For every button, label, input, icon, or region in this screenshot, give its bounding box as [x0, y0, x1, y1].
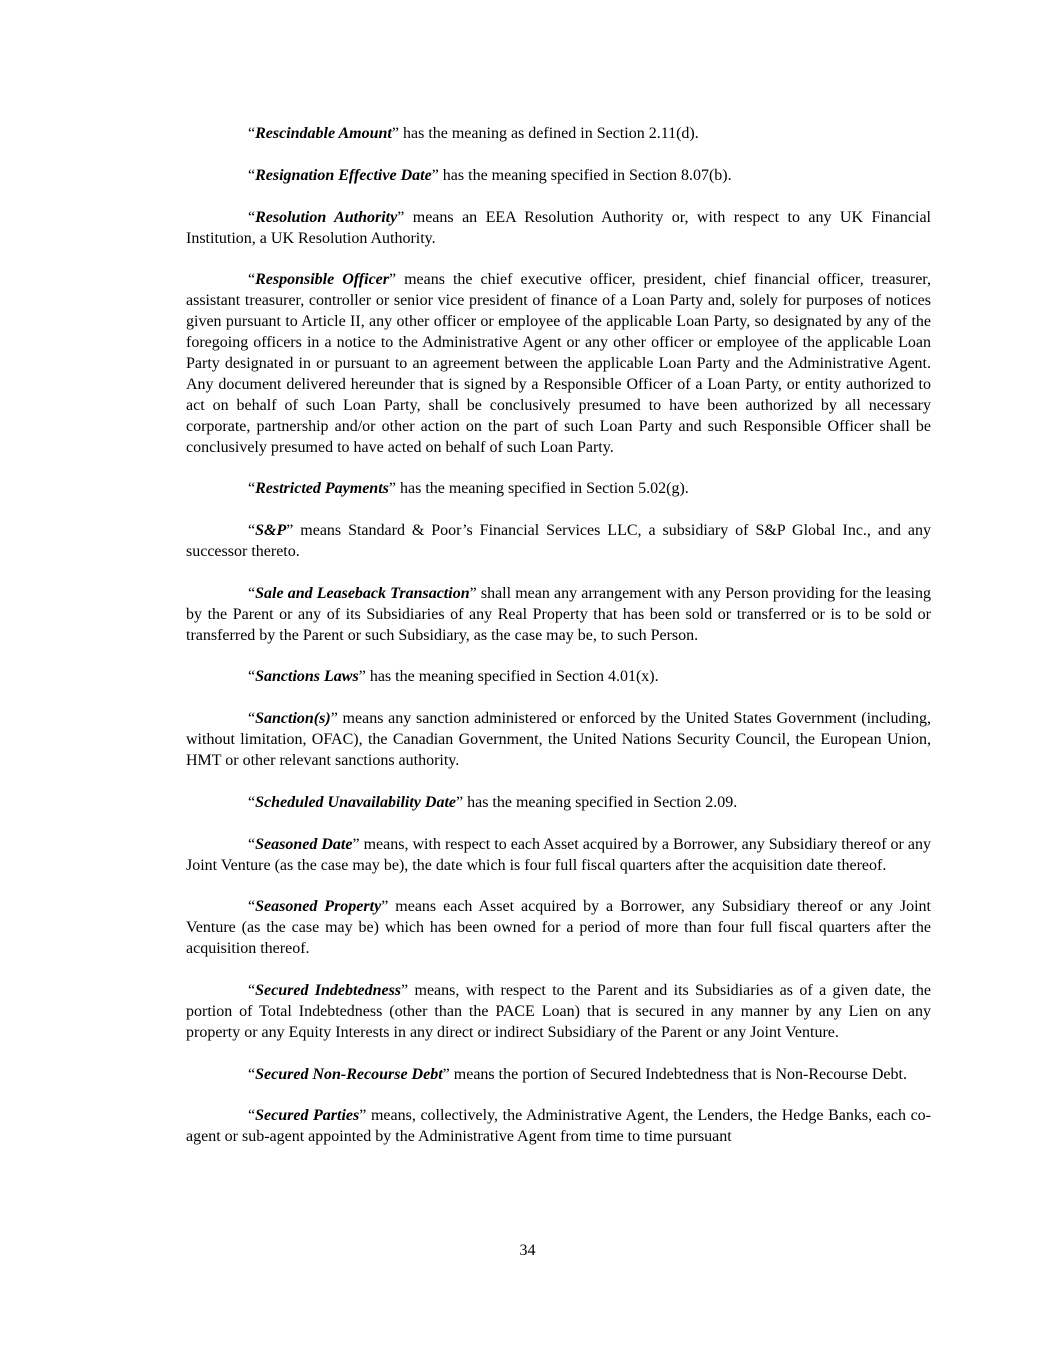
definition-paragraph: “Seasoned Date” means, with respect to each Asset acquired by a Borrower, any Subsidiary thereof or any Joint Venture (as the case may be), the date which is four full fiscal quarters after the acquisition date thereof. — [186, 835, 932, 874]
definition-text: means, with respect to the Parent and its Subsidiaries as of a given date, the portion of Total Indebtedness (other than the PACE Loan) that is secured in any manner by any Lien on any property or any Equity Interests in any direct or indirect Subsidiary of the Parent or any Joint Venture. — [186, 981, 931, 1041]
definition-text: has the meaning specified in Section 4.01(x). — [365, 668, 659, 686]
defined-term: Resignation Effective Date — [255, 166, 432, 184]
defined-term: Seasoned Property — [255, 898, 382, 916]
defined-term: S&P — [255, 522, 287, 540]
defined-term: Rescindable Amount — [255, 125, 392, 142]
definition-text: has the meaning specified in Section 5.02(g). — [395, 480, 689, 498]
document-page — [186, 124, 931, 1169]
definition-text: has the meaning as defined in Section 2.11(d). — [398, 125, 699, 142]
definition-text: shall mean any arrangement with any Person providing for the leasing by the Parent or any of its Subsidiaries of any Real Property that has been sold or transferred or is to be sold or transferred by the Parent or such Subsidiary, as the case may be, to such Person. — [186, 584, 932, 644]
definition-paragraph: “Secured Indebtedness” means, with respect to the Parent and its Subsidiaries as of a given date, the portion of Total Indebtedness (other than the PACE Loan) that is secured in any manner by any Lien on any property or any Equity Interests in any direct or indirect Subsidiary of the Parent or any Joint Venture. — [186, 981, 931, 1041]
definition-text: means any sanction administered or enforced by the United States Government (including, without limitation, OFAC), the Canadian Government, the United Nations Security Council, the European Union, HMT or other relevant sanctions authority. — [186, 710, 931, 770]
definition-paragraph: “Resignation Effective Date” has the meaning specified in Section 8.07(b). — [248, 166, 732, 184]
definition-paragraph: “Scheduled Unavailability Date” has the meaning specified in Section 2.09. — [248, 793, 738, 811]
definition-paragraph: “Secured Non-Recourse Debt” means the portion of Secured Indebtedness that is Non-Recourse Debt. — [248, 1065, 907, 1083]
definition-paragraph: “Secured Parties” means, collectively, the Administrative Agent, the Lenders, the Hedge Banks, each co-agent or sub-agent appointed by the Administrative Agent from time to time pursuant — [186, 1107, 932, 1146]
defined-term: Scheduled Unavailability Date — [255, 793, 456, 811]
definition-text: means, collectively, the Administrative Agent, the Lenders, the Hedge Banks, each co-agent or sub-agent appointed by the Administrative Agent from time to time pursuant — [186, 1107, 932, 1146]
definition-paragraph: “Resolution Authority” means an EEA Resolution Authority or, with respect to any UK Financial Institution, a UK Resolution Authority. — [186, 208, 932, 247]
definition-text: means, with respect to each Asset acquired by a Borrower, any Subsidiary thereof or any Joint Venture (as the case may be), the date which is four full fiscal quarters after the acquisition date thereof. — [186, 835, 932, 874]
defined-term: Seasoned Date — [255, 835, 353, 853]
defined-term: Secured Indebtedness — [255, 981, 402, 999]
page-number: 34 — [519, 1242, 536, 1259]
definition-paragraph: “Sanctions Laws” has the meaning specified in Section 4.01(x). — [248, 668, 659, 686]
definition-text: means the chief executive officer, president, chief financial officer, treasurer, assistant treasurer, controller or senior vice president of finance of a Loan Party and, solely for purposes of notices given pursuant to Article II, any other officer or employee of the applicable Loan Party, so designated by any of the foregoing officers in a notice to the Administrative Agent or any other officer or employee of the applicable Loan Party designated in or pursuant to an agreement between the applicable Loan Party and the Administrative Agent. Any document delivered hereunder that is signed by a Responsible Officer of a Loan Party, or entity authorized to act on behalf of such Loan Party, shall be conclusively presumed to have been authorized by all necessary corporate, partnership and/or other action on the part of such Loan Party and such Responsible Officer shall be conclusively presumed to have acted on behalf of such Loan Party. — [186, 271, 931, 456]
definition-text: means an EEA Resolution Authority or, with respect to any UK Financial Institution, a UK Resolution Authority. — [186, 208, 932, 247]
definition-paragraph: “Rescindable Amount” has the meaning as defined in Section 2.11(d). — [248, 125, 699, 142]
defined-term: Restricted Payments — [255, 480, 389, 498]
definition-paragraph: “Restricted Payments” has the meaning specified in Section 5.02(g). — [248, 480, 689, 498]
definition-text: means the portion of Secured Indebtedness that is Non-Recourse Debt. — [449, 1065, 907, 1083]
definition-text: has the meaning specified in Section 8.07(b). — [438, 166, 732, 184]
defined-term: Secured Non-Recourse Debt — [255, 1065, 443, 1083]
definition-paragraph: “Sale and Leaseback Transaction” shall mean any arrangement with any Person providing for the leasing by the Parent or any of its Subsidiaries of any Real Property that has been sold or transferred or is to be sold or transferred by the Parent or such Subsidiary, as the case may be, to such Person. — [186, 584, 932, 644]
defined-term: Sale and Leaseback Transaction — [255, 584, 470, 602]
definition-paragraph: “Seasoned Property” means each Asset acquired by a Borrower, any Subsidiary thereof or any Joint Venture (as the case may be) which has been owned for a period of more than four full fiscal quarters after the acquisition thereof. — [186, 898, 931, 958]
definition-paragraph: “Responsible Officer” means the chief executive officer, president, chief financial officer, treasurer, assistant treasurer, controller or senior vice president of finance of a Loan Party and, solely for purposes of notices given pursuant to Article II, any other officer or employee of the applicable Loan Party, so designated by any of the foregoing officers in a notice to the Administrative Agent or any other officer or employee of the applicable Loan Party designated in or pursuant to an agreement between the applicable Loan Party and the Administrative Agent. Any document delivered hereunder that is signed by a Responsible Officer of a Loan Party, or entity authorized to act on behalf of such Loan Party, shall be conclusively presumed to have been authorized by all necessary corporate, partnership and/or other action on the part of such Loan Party and such Responsible Officer shall be conclusively presumed to have acted on behalf of such Loan Party. — [186, 271, 931, 456]
definition-text: means each Asset acquired by a Borrower, any Subsidiary thereof or any Joint Venture (as the case may be) which has been owned for a period of more than four full fiscal quarters after the acquisition thereof. — [186, 898, 931, 958]
defined-term: Responsible Officer — [255, 271, 390, 289]
defined-term: Resolution Authority — [255, 208, 398, 226]
definition-text: has the meaning specified in Section 2.09. — [463, 793, 738, 811]
definition-paragraph: “S&P” means Standard & Poor’s Financial Services LLC, a subsidiary of S&P Global Inc., and any successor thereto. — [186, 522, 931, 561]
defined-term: Sanction(s) — [255, 710, 331, 728]
defined-term: Sanctions Laws — [255, 668, 359, 686]
definition-paragraph: “Sanction(s)” means any sanction administered or enforced by the United States Government (including, without limitation, OFAC), the Canadian Government, the United Nations Security Council, the European Union, HMT or other relevant sanctions authority. — [186, 710, 931, 770]
defined-term: Secured Parties — [255, 1107, 360, 1125]
definition-text: means Standard & Poor’s Financial Services LLC, a subsidiary of S&P Global Inc., and any successor thereto. — [186, 522, 931, 561]
